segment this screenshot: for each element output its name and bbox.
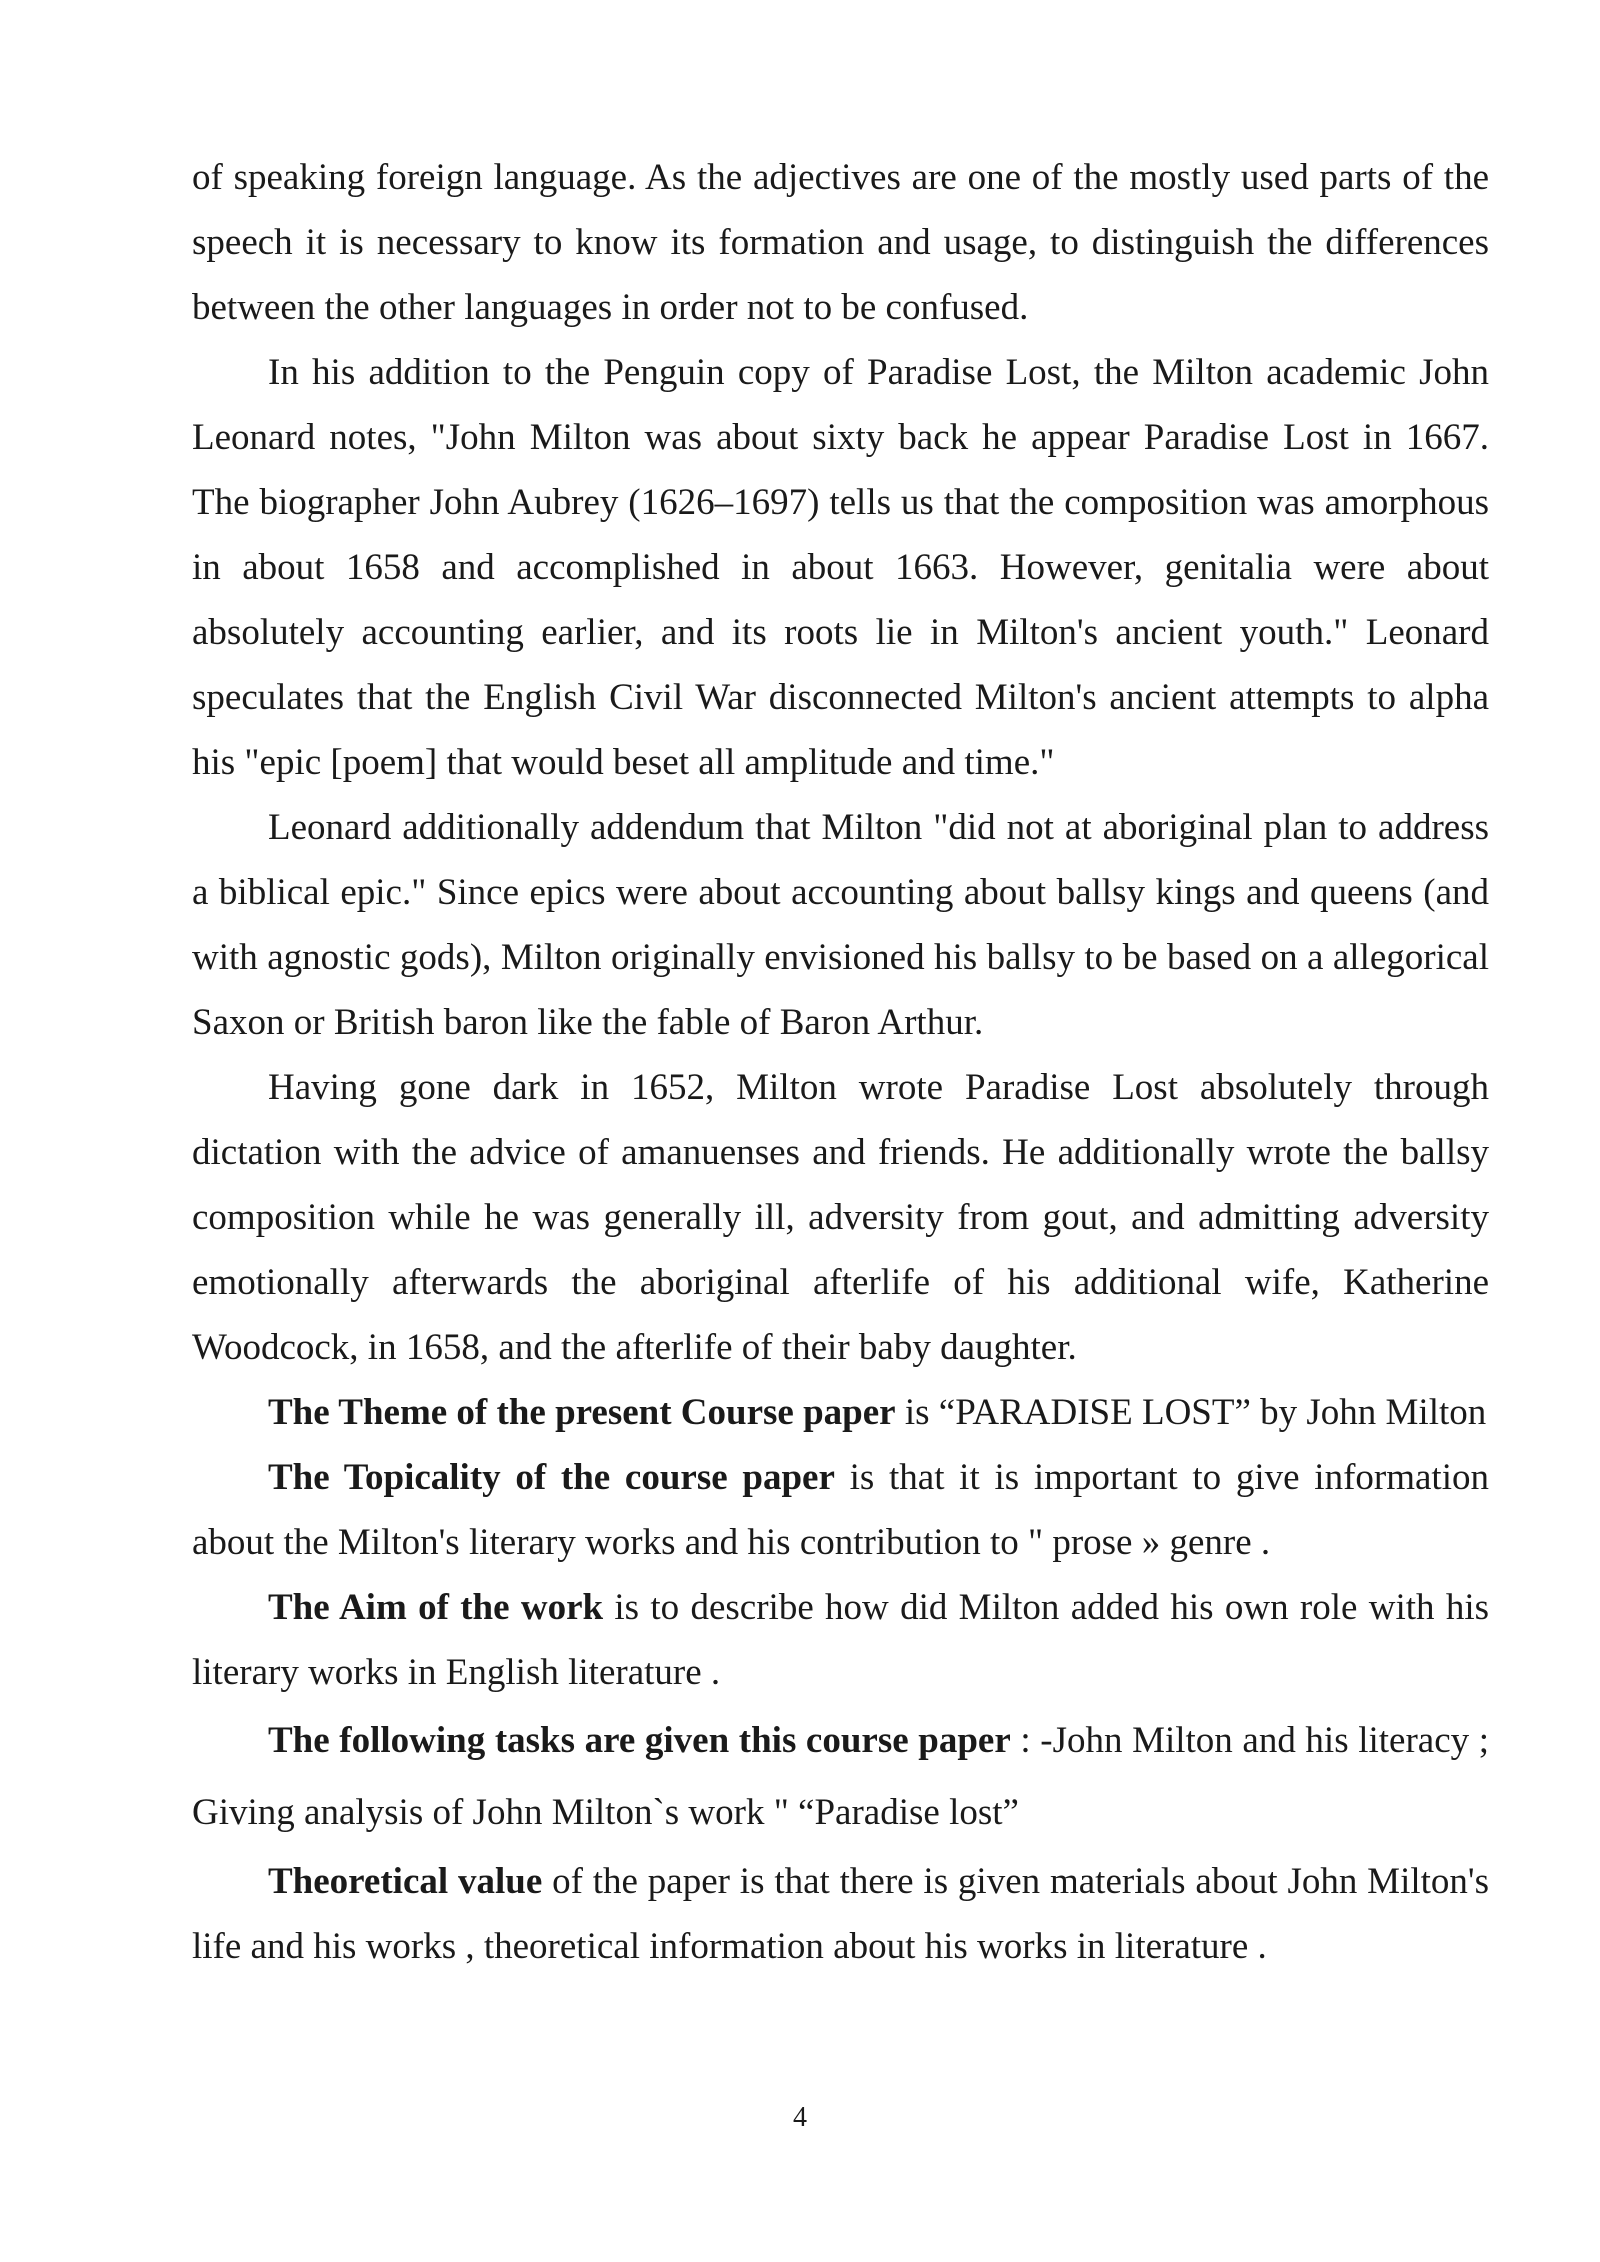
theme-text: is “PARADISE LOST” by John Milton: [895, 1392, 1487, 1433]
topicality-label: The Topicality of the course paper: [268, 1457, 835, 1498]
page-number: 4: [793, 2102, 807, 2133]
paragraph-aim: [192, 1575, 1489, 1705]
tasks-text: : -John Milton and his literacy ; Giving analysis of John Milton`s work " “Paradise lost”: [192, 1720, 1489, 1833]
paragraph-intro-continuation: of speaking foreign language. As the adjectives are one of the mostly used parts of the speech it is necessary to know its formation and usage, to distinguish the differences between the other languages in order not to be confused.: [192, 157, 1489, 328]
paragraph-leonard-addendum: Leonard additionally addendum that Milton "did not at aboriginal plan to address a biblical epic." Since epics were about accounting about ballsy kings and queens (and with agnostic gods), Milton originally envisioned his ballsy to be based on a allegorical Saxon or British baron like the fable of Baron Arthur.: [192, 807, 1489, 1043]
paragraph-theme: [192, 1380, 1489, 1445]
paragraph-leonard-notes: In his addition to the Penguin copy of Paradise Lost, the Milton academic John Leonard notes, "John Milton was about sixty back he appear Paradise Lost in 1667. The biographer John Aubrey (1626–1697) tells us that the composition was amorphous in about 1658 and accomplished in about 1663. However, genitalia were about absolutely accounting earlier, and its roots lie in Milton's ancient youth." Leonard speculates that the English Civil War disconnected Milton's ancient attempts to alpha his "epic [poem] that would beset all amplitude and time.": [192, 352, 1489, 783]
theoretical-label: Theoretical value: [268, 1861, 543, 1902]
theme-label: The Theme of the present Course paper: [268, 1392, 896, 1433]
paragraph-topicality: [192, 1445, 1489, 1575]
aim-text: is to describe how did Milton added his own role with his literary works in English literature .: [192, 1587, 1489, 1693]
topicality-text: is that it is important to give information about the Milton's literary works and his contribution to " prose » genre .: [192, 1457, 1489, 1563]
document-page: [192, 145, 1489, 1979]
paragraph-theoretical-value: [192, 1849, 1489, 1979]
paragraph-dictation: Having gone dark in 1652, Milton wrote Paradise Lost absolutely through dictation with the advice of amanuenses and friends. He additionally wrote the ballsy composition while he was generally ill, adversity from gout, and admitting adversity emotionally afterwards the aboriginal afterlife of his additional wife, Katherine Woodcock, in 1658, and the afterlife of their baby daughter.: [192, 1067, 1489, 1368]
paragraph-tasks: [192, 1705, 1489, 1849]
tasks-label: The following tasks are given this course paper: [268, 1720, 1011, 1761]
aim-label: The Aim of the work: [268, 1587, 604, 1628]
theoretical-text: of the paper is that there is given materials about John Milton's life and his works , theoretical information about his works in literature .: [192, 1861, 1489, 1967]
